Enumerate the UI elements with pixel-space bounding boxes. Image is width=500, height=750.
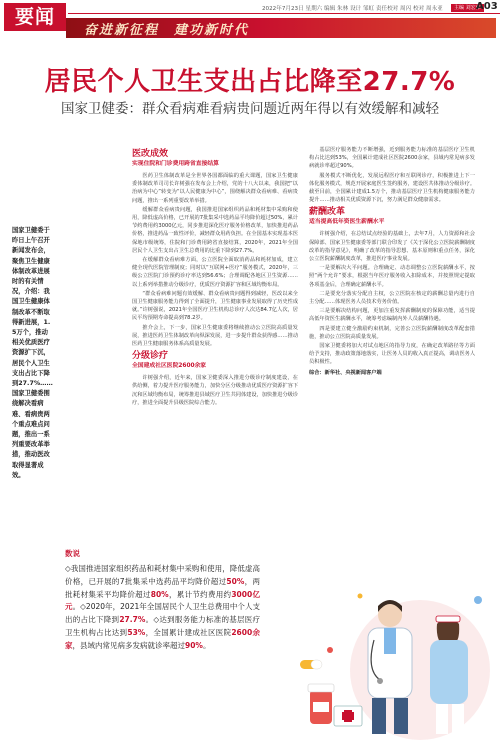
data-box-body [65, 563, 260, 653]
source-credit: 综合：新华社、央视新闻客户端 [309, 369, 382, 376]
data-highlight: 3000亿元 [65, 589, 261, 612]
section-subtitle: 全国建成社区医院2600余家 [132, 363, 207, 370]
data-text: ，全国累计建成社区医院 [145, 627, 232, 637]
paragraph: 三是要解决结构问题，更加注重发挥薪酬制度的保障功能，适当提高低年资医生薪酬水平，统筹考虑编制内外人员薪酬待遇。 [309, 308, 475, 323]
article-column-left [132, 146, 298, 408]
data-box-title: 数说 [65, 549, 80, 558]
paragraph: 许树强介绍，在总结试点经验的基础上，去年7月，人力资源和社会保障部、国家卫生健康委等部门联合印发了《关于深化公立医院薪酬制度改革的指导意见》，明确了改革的指导思想、基本原则和重点任务，深化公立医院薪酬制度改革，推进医疗事业发展。 [309, 231, 476, 263]
medicine-box-icon [334, 706, 362, 726]
data-highlight: 53% [127, 627, 146, 637]
data-text: ，两批耗材集采平均降价超过 [65, 576, 260, 599]
data-box [65, 548, 260, 653]
subheadline: 国家卫健委：群众看病难看病贵问题近两年得以有效缓解和减轻 [61, 101, 439, 117]
article-column-right [309, 146, 475, 378]
data-highlight: 2600余家 [65, 627, 261, 650]
data-text: ，累计节约费用约 [168, 589, 232, 599]
page-number: A03 [476, 1, 498, 12]
paragraph: “群众看病难问题有效缓解、群众看病贵问题得到减轻，医改以来全国卫生健康服务能力得到了全面提升，卫生健康事业发展取得了历史性成就。”许树强说，2021年全国医疗卫生机构总诊疗人次达84.7亿人次，居民平均预期寿命提高到78.2岁。 [132, 290, 299, 322]
editor-badge: 主编 刘宏伟 [451, 4, 484, 12]
paragraph: 许树强介绍，近年来，国家卫健委深入推进分级诊疗制度建设，在供给侧，着力提升医疗服务能力，加快分区分级推动优质医疗资源扩容下沉和区域均衡布局，统筹推进县域医疗卫生共同体建设，加快推进分级诊疗，推进全面提升县级医院综合能力。 [132, 375, 299, 406]
dateline: 2022年7月23日 星期六 编辑 朱林 设计 邹虹 责任校对 周闪 校对 周永亚 [262, 6, 443, 12]
pill-bottle-icon [308, 684, 334, 724]
paragraph: 基层医疗服务能力不断增强，近到服务能力标准的基层医疗卫生机构占比达到53%，全国累计建成社区医院2600余家，县域内常见病多发病就诊率超过90%。 [309, 147, 475, 170]
section-title: 医改成效 [132, 149, 169, 159]
section-subtitle: 适当提高低年资医生薪酬水平 [309, 219, 385, 226]
data-text: 。◇达到服务能力标准的基层医疗卫生机构占比达到 [65, 615, 260, 637]
paragraph: 在缓解群众看病难方面，公立医院全面取消药品和耗材加成，建立健全现代医院管理制度；同时以“互联网+医疗”服务模式，2020年，三级公立医院门诊预约诊疗率达到56.6%；合理调配各地区卫生资源……以上系列举措推动分级诊疗，优质医疗资源扩容和区域均衡布局。 [132, 257, 298, 288]
paragraph: 二是要充分落实分配自主权，公立医院在核定的薪酬总量内进行自主分配……体现医务人员技术劳务价值。 [309, 290, 475, 306]
lead-sidebar: 国家卫健委于昨日上午召开新闻发布会，聚焦卫生健康体制改革进展时的有关情况，介绍：我国卫生健康体制改革不断取得新进展，1.5万个，推动相关优质医疗资源扩下沉，居民个人卫生支出占比下降到27.7%……国家卫健委围绕解决看病难、看病贵两个重点难点问题，推出一系列重要改革举措，推动医改取得显著成效。 [12, 227, 53, 479]
capsule-icon [300, 660, 322, 669]
section-tag: 要闻 [4, 3, 66, 31]
paragraph: 一是要解决大平问题。合理确定、动态调整公立医院薪酬水平，按照“两个允许”要求，根据当年医疗服务收入扣除成本，并按照规定提取各项基金后，合理确定薪酬水平。 [309, 265, 475, 288]
paragraph: 服务模式不断优化，发展远程医疗和互联网诊疗，积极推进上下一体化服务模式，规范开展家庭医生签约服务，建设医共体推动分级诊疗。截至目前，全国累计建成1.5万个，推动基层医疗卫生机构健康服务能力提升……推动相关优质资源下沉，努力满足群众健康需求。 [309, 172, 476, 204]
data-text: 。 [202, 640, 211, 650]
paragraph: 推介会上，下一步，国家卫生健康委将继续推动公立医院高质量发展，推进医药卫生体制改革向纵深发展，进一步提升群众获得感……推动医药卫生健康服务体系高质量发展。 [132, 324, 299, 348]
paragraph: 医药卫生体制改革是全世界各国都面临的重大课题，国家卫生健康委体制改革司司长许树强在发布会上介绍，党的十八大以来，我国把“以治病为中心”转变为“以人民健康为中心”，围绕解决群众看病难、看病贵问题，推出一系列重要改革举措。 [132, 173, 298, 204]
section-subtitle: 实现住院和门诊费用跨省直接结算 [132, 161, 219, 167]
data-highlight: 27.7% [119, 615, 146, 625]
decor-dot [327, 647, 333, 653]
data-text: ◇我国推进国家组织药品和耗材集中采购和使用，降低虚高价格，已开展的7批集采中选药品平均降价超过 [65, 564, 260, 586]
data-highlight: 50% [226, 576, 245, 586]
headline: 居民个人卫生支出占比降至27.7% [44, 67, 456, 97]
data-highlight: 80% [150, 589, 169, 599]
section-title: 薪酬改革 [309, 207, 346, 218]
paragraph: 国家卫健委将加大对试点地区的指导力度，在确定改革路径等方面给予支持，推动政策落地落实，让医务人员的收入真正提高，调动医务人员积极性。 [309, 343, 476, 366]
decor-dot [474, 596, 482, 604]
data-text: ，县域内常见病多发病就诊率超过 [72, 640, 185, 650]
data-text: 。◇2020年，2021年全国居民个人卫生总费用中个人支出的占比下降到 [65, 602, 261, 625]
paragraph: 缓解群众看病贵问题，我国推进国家组织药品和耗材集中采购和使用，降低虚高价格，已开展的7批集采中选药品平均降价超过50%，累计节约费用约3000亿元，同步推进深化医疗服务价格改革，加快推进药品价格，推进药品一致性评价，减轻群众用药负担。在全国基本实现基本医保地市级统筹，住院和门诊费用跨省直接结算，2020年，2021年全国居民个人卫生支出占卫生总费用的比重下降到27.7%。 [132, 206, 299, 254]
paragraph: 四是要建立健全激励约束机制，完善公立医院薪酬制度改革配套措施，推动公立医院高质量发展。 [309, 325, 475, 340]
slogan-banner-text: 奋进新征程 建功新时代 [84, 23, 250, 38]
decor-dot [358, 594, 363, 599]
section-title: 分级诊疗 [132, 351, 169, 362]
medical-illustration [270, 520, 500, 750]
data-highlight: 90% [185, 640, 203, 650]
top-rule [68, 13, 500, 14]
